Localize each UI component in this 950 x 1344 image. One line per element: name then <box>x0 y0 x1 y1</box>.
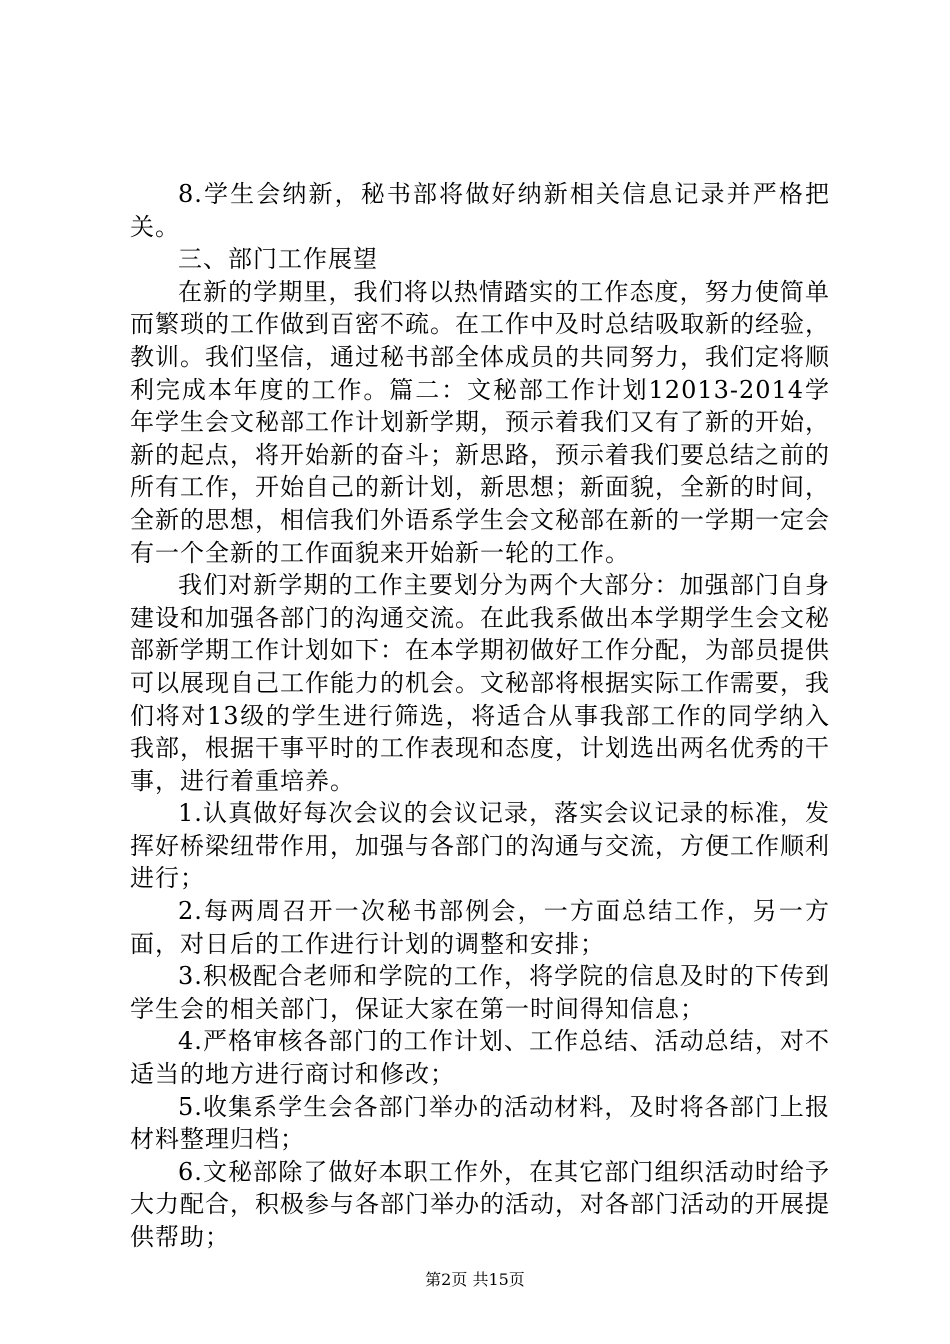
list-item-4: 4.严格审核各部门的工作计划、工作总结、活动总结，对不适当的地方进行商讨和修改； <box>130 1027 830 1089</box>
list-item-1: 1.认真做好每次会议的会议记录，落实会议记录的标准，发挥好桥梁纽带作用，加强与各部门的沟通与交流，方便工作顺利进行； <box>130 799 830 893</box>
paragraph-work-division: 我们对新学期的工作主要划分为两个大部分：加强部门自身建设和加强各部门的沟通交流。在此我系做出本学期学生会文秘部新学期工作计划如下：在本学期初做好工作分配，为部员提供可以展现自己工作能力的机会。文秘部将根据实际工作需要，我们将对13级的学生进行筛选，将适合从事我部工作的同学纳入我部，根据干事平时的工作表现和态度，计划选出两名优秀的干事，进行着重培养。 <box>130 571 830 795</box>
list-item-2: 2.每两周召开一次秘书部例会，一方面总结工作，另一方面，对日后的工作进行计划的调整和安排； <box>130 897 830 958</box>
list-item-5: 5.收集系学生会各部门举办的活动材料，及时将各部门上报材料整理归档； <box>130 1092 830 1154</box>
document-body <box>130 178 830 1254</box>
paragraph-recruitment: 8.学生会纳新，秘书部将做好纳新相关信息记录并严格把关。 <box>130 180 830 241</box>
list-item-6: 6.文秘部除了做好本职工作外，在其它部门组织活动时给予大力配合，积极参与各部门举办的活动，对各部门活动的开展提供帮助； <box>130 1157 830 1251</box>
list-item-3: 3.积极配合老师和学院的工作，将学院的信息及时的下传到学生会的相关部门，保证大家在第一时间得知信息； <box>130 962 830 1023</box>
paragraph-outlook: 在新的学期里，我们将以热情踏实的工作态度，努力使简单而繁琐的工作做到百密不疏。在工作中及时总结吸取新的经验，教训。我们坚信，通过秘书部全体成员的共同努力，我们定将顺利完成本年度的工作。篇二：文秘部工作计划12013-2014学年学生会文秘部工作计划新学期，预示着我们又有了新的开始，新的起点，将开始新的奋斗；新思路，预示着我们要总结之前的所有工作，开始自己的新计划，新思想；新面貌，全新的时间，全新的思想，相信我们外语系学生会文秘部在新的一学期一定会有一个全新的工作面貌来开始新一轮的工作。 <box>130 277 830 567</box>
page-number-footer: 第2页 共15页 <box>425 1270 525 1289</box>
section-heading-outlook: 三、部门工作展望 <box>178 245 378 274</box>
